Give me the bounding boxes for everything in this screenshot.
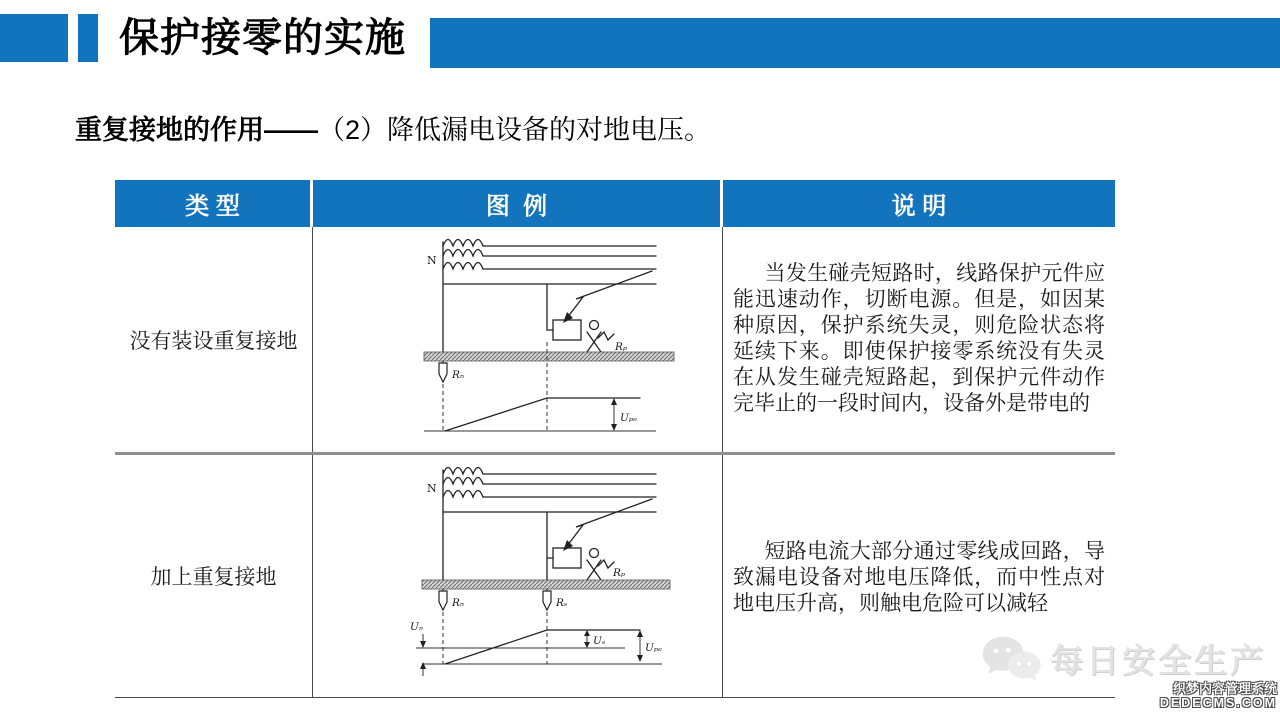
header-accent-bar (430, 18, 1280, 68)
type-cell: 没有装设重复接地 (115, 227, 313, 452)
watermark-brand: 每日安全生产 (1050, 641, 1266, 679)
description-text: 当发生碰壳短路时，线路保护元件应能迅速动作，切断电源。但是，如因某种原因，保护系统失灵，则危险状态将延续下来。即使保护接零系统没有失灵在从发生碰壳短路起，到保护元件动作完毕止的一段时间内，设备外是带电的 (733, 262, 1105, 415)
label-rn: Rₙ (451, 369, 464, 381)
cms-line1: 织梦内容管理系统 (1172, 681, 1277, 696)
label-rs: Rₛ (555, 597, 567, 609)
subtitle-rest: （2）降低漏电设备的对地电压。 (318, 115, 712, 145)
type-cell: 加上重复接地 (115, 455, 313, 697)
circuit-diagram-without-repeated-grounding (400, 232, 680, 447)
comparison-table (115, 180, 1115, 698)
cms-line2: DEDECMS.COM (1159, 696, 1277, 710)
diagram-cell (313, 455, 723, 697)
diagram-cell (313, 227, 723, 452)
header-accent-tick (78, 14, 98, 62)
subtitle (75, 112, 711, 148)
header-accent-block (0, 14, 68, 62)
page-title: 保护接零的实施 (119, 16, 406, 60)
label-rn: Rₙ (451, 597, 464, 609)
table-row-with-repeated-grounding (115, 452, 1115, 698)
table-header-row (115, 180, 1115, 227)
description-cell (723, 227, 1115, 452)
column-header-description: 说 明 (723, 180, 1115, 227)
label-rp: Rₚ (614, 341, 627, 353)
watermark (980, 633, 1266, 683)
label-us: Uₛ (592, 635, 605, 647)
cms-watermark (1160, 681, 1277, 711)
wechat-icon (980, 633, 1042, 683)
circuit-diagram-with-repeated-grounding (400, 460, 680, 692)
label-neutral: N (426, 254, 437, 267)
label-un: Uₙ (409, 621, 423, 633)
label-upe: Uₚₑ (644, 642, 662, 654)
table-row-without-repeated-grounding (115, 227, 1115, 452)
description-text: 短路电流大部分通过零线成回路，导致漏电设备对地电压降低，而中性点对地电压升高，则触电危险可以减轻 (733, 540, 1105, 615)
column-header-diagram: 图 例 (313, 180, 723, 227)
subtitle-lead: 重复接地的作用—— (75, 115, 318, 145)
column-header-type: 类 型 (115, 180, 313, 227)
label-upe: Uₚₑ (619, 412, 637, 424)
label-rp: Rₚ (612, 567, 625, 579)
label-neutral: N (426, 482, 437, 495)
